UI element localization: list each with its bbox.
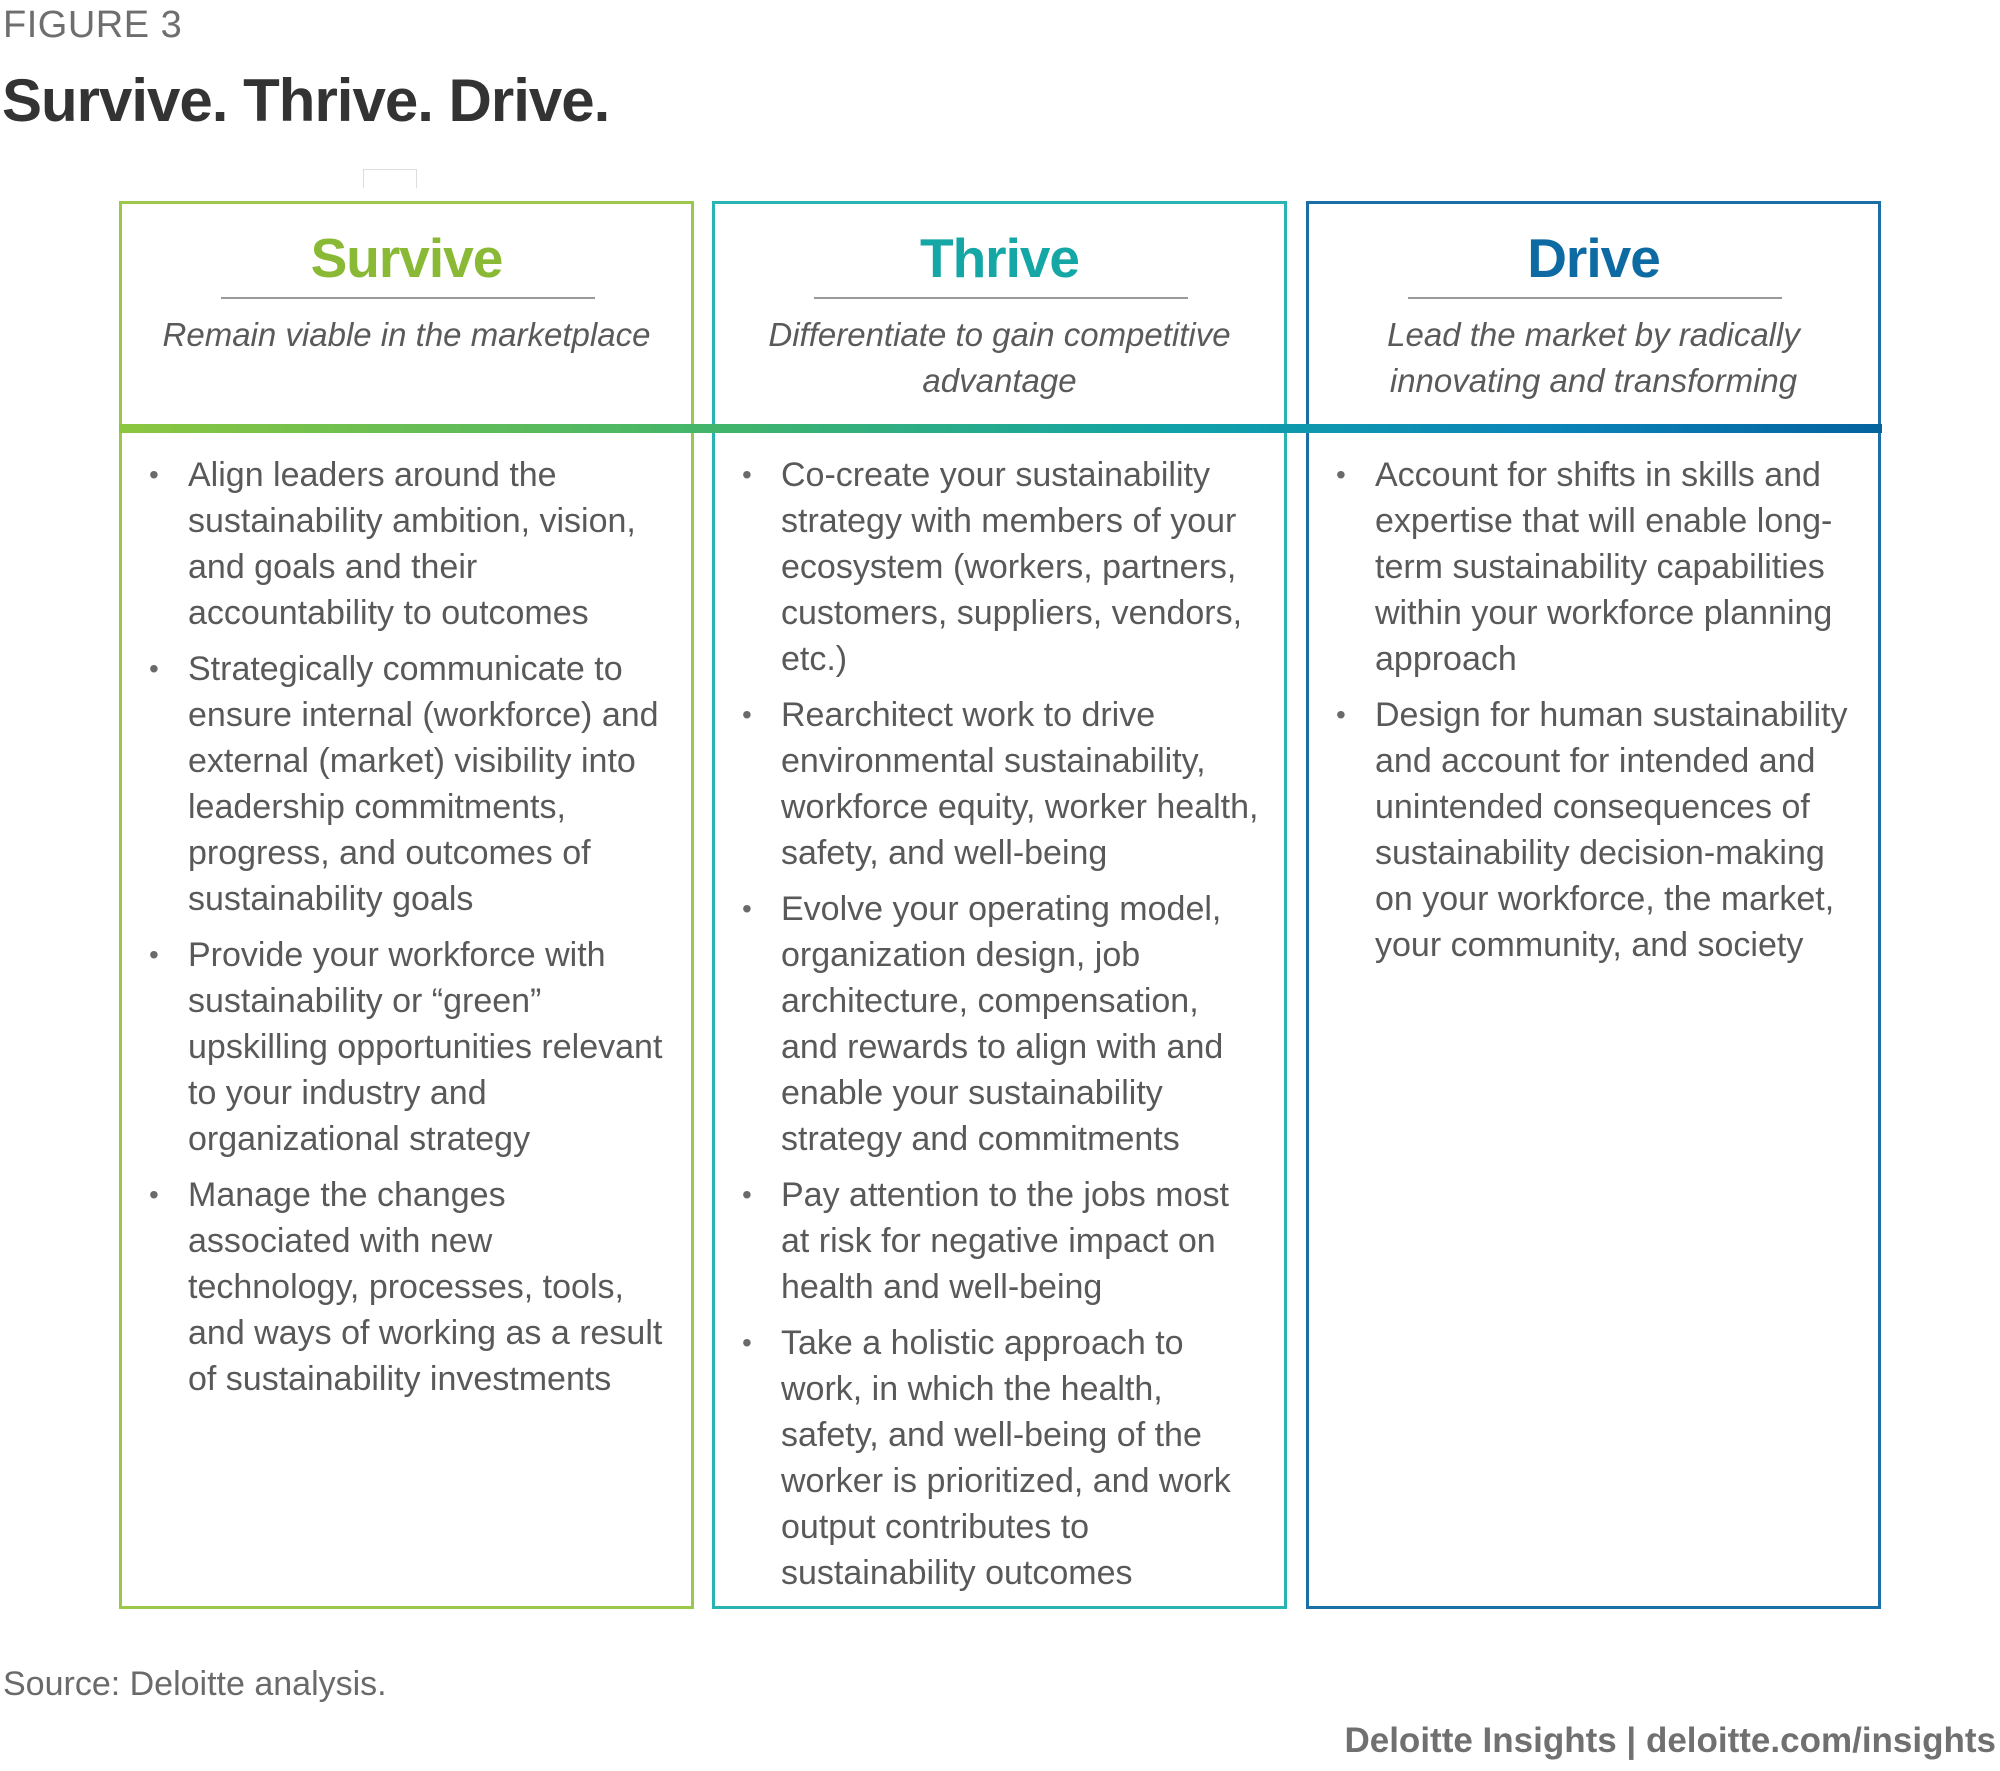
bullet-dot-icon: • — [149, 1179, 159, 1210]
bullet-dot-icon: • — [742, 1179, 752, 1210]
bullet-dot-icon: • — [742, 1327, 752, 1358]
bullet-text: Pay attention to the jobs most at risk for negative impact on health and well-being — [781, 1176, 1229, 1306]
bullet-text: Provide your workforce with sustainability or “green” upskilling opportunities relevant to your industry and organizational strategy — [188, 936, 663, 1158]
bullet-item — [715, 692, 1284, 876]
footer-credit: Deloitte Insights | deloitte.com/insights — [1344, 1721, 1996, 1760]
bullet-dot-icon: • — [149, 939, 159, 970]
bullet-item — [122, 932, 691, 1162]
bullet-list — [122, 452, 691, 1412]
bullet-item — [122, 452, 691, 636]
bullet-list — [715, 452, 1284, 1606]
column-subtitle: Remain viable in the marketplace — [162, 316, 651, 353]
bullet-dot-icon: • — [742, 459, 752, 490]
bullet-item — [715, 886, 1284, 1162]
bullet-dot-icon: • — [1336, 699, 1346, 730]
bullet-item — [715, 452, 1284, 682]
bullet-item — [1309, 452, 1878, 682]
bullet-dot-icon: • — [742, 699, 752, 730]
bullet-item — [122, 1172, 691, 1402]
bullet-item — [1309, 692, 1878, 968]
bullet-item — [715, 1172, 1284, 1310]
bullet-text: Design for human sustainability and account for intended and unintended consequences of sustainability decision-making on your workforce, the market, your community, and society — [1375, 696, 1848, 964]
bullet-list — [1309, 452, 1878, 978]
column-header — [1309, 204, 1878, 430]
bullet-text: Account for shifts in skills and expertise that will enable long-term sustainability capabilities within your workforce planning approach — [1375, 456, 1833, 678]
figure-label: FIGURE 3 — [3, 4, 183, 46]
bullet-text: Manage the changes associated with new technology, processes, tools, and ways of working as a result of sustainability investments — [188, 1176, 663, 1398]
title-divider — [221, 297, 595, 299]
bullet-dot-icon: • — [149, 459, 159, 490]
drive-column — [1306, 201, 1881, 1609]
column-subtitle: Lead the market by radically innovating and transforming — [1387, 316, 1800, 399]
survive-column — [119, 201, 694, 1609]
title-divider — [1408, 297, 1782, 299]
bullet-dot-icon: • — [1336, 459, 1346, 490]
column-subtitle: Differentiate to gain competitive advantage — [768, 316, 1231, 399]
column-title: Thrive — [919, 227, 1080, 289]
title-divider — [814, 297, 1188, 299]
source-note: Source: Deloitte analysis. — [3, 1665, 387, 1703]
bullet-dot-icon: • — [149, 653, 159, 684]
thrive-column — [712, 201, 1287, 1609]
bullet-dot-icon: • — [742, 893, 752, 924]
decorative-tab-outline — [363, 169, 417, 188]
bullet-text: Take a holistic approach to work, in which the health, safety, and well-being of the worker is prioritized, and work output contributes to sustainability outcomes — [781, 1324, 1231, 1592]
bullet-item — [122, 646, 691, 922]
column-header — [122, 204, 691, 430]
gradient-divider-bar — [119, 424, 1882, 433]
bullet-text: Rearchitect work to drive environmental sustainability, workforce equity, worker health, safety, and well-being — [781, 696, 1259, 872]
bullet-text: Align leaders around the sustainability ambition, vision, and goals and their accountability to outcomes — [188, 456, 636, 632]
column-title: Survive — [310, 227, 503, 289]
bullet-item — [715, 1320, 1284, 1596]
bullet-text: Co-create your sustainability strategy with members of your ecosystem (workers, partners, customers, suppliers, vendors, etc.) — [781, 456, 1243, 678]
bullet-text: Strategically communicate to ensure internal (workforce) and external (market) visibility into leadership commitments, progress, and outcomes of sustainability goals — [188, 650, 659, 918]
column-header — [715, 204, 1284, 430]
figure-title: Survive. Thrive. Drive. — [2, 67, 610, 134]
column-title: Drive — [1527, 227, 1660, 289]
bullet-text: Evolve your operating model, organization design, job architecture, compensation, and rewards to align with and enable your sustainability strategy and commitments — [781, 890, 1224, 1158]
